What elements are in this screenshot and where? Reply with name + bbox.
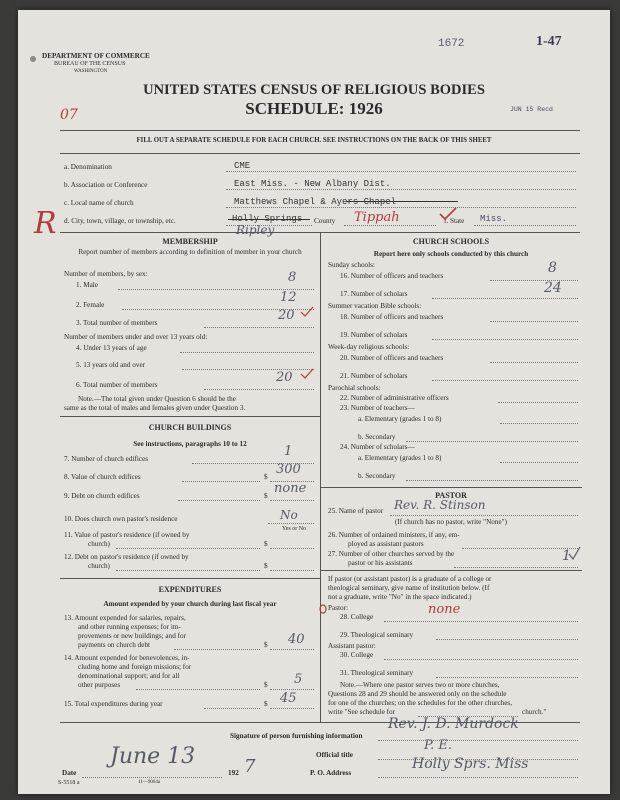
buildings-title: CHURCH BUILDINGS bbox=[148, 423, 232, 432]
q3-value: 20 bbox=[278, 308, 295, 323]
q10-label: 10. Does church own pastor's residence bbox=[64, 515, 178, 523]
q13-dollar: $ bbox=[264, 641, 268, 649]
instruction-line: FILL OUT A SEPARATE SCHEDULE FOR EACH CHURCH. SEE INSTRUCTIONS ON THE BACK OF THIS SHEET bbox=[136, 137, 492, 144]
q16-value: 8 bbox=[548, 260, 557, 276]
weekday-heading: Week-day religious schools: bbox=[328, 343, 410, 351]
q11-label-b: church) bbox=[88, 540, 110, 548]
q15-value: 45 bbox=[280, 691, 297, 706]
signature-label: Signature of person furnishing information bbox=[230, 732, 363, 740]
q14-line-d: other purposes bbox=[78, 681, 121, 689]
punch-hole bbox=[30, 56, 36, 62]
city-value: Holly Springs bbox=[232, 214, 303, 224]
q23b-label: b. Secondary bbox=[358, 433, 396, 441]
summer-heading: Summer vacation Bible schools: bbox=[328, 302, 422, 310]
city-label: d. City, town, village, or township, etc. bbox=[64, 217, 176, 225]
q29-label: 29. Theological seminary bbox=[340, 631, 414, 639]
city-name: WASHINGTON bbox=[74, 69, 108, 74]
q18-label: 18. Number of officers and teachers bbox=[340, 313, 444, 321]
q27-value: 1 bbox=[562, 548, 571, 564]
city-value-handwritten: Ripley bbox=[236, 223, 275, 237]
q9-label: 9. Debt on church edifices bbox=[64, 492, 140, 500]
q2-value: 12 bbox=[280, 290, 297, 305]
q8-dollar: $ bbox=[264, 473, 268, 481]
date-label: Date bbox=[62, 769, 77, 777]
q10-value: No bbox=[280, 508, 298, 522]
denomination-value: CME bbox=[234, 161, 251, 171]
official-title-label: Official title bbox=[316, 751, 353, 759]
form-code: 1-47 bbox=[536, 34, 562, 49]
membership-note-2: same as the total of males and females given under Question 3. bbox=[64, 404, 246, 412]
red-mark: 07 bbox=[60, 107, 78, 123]
q14-line-c: denominational support; and for all bbox=[78, 672, 180, 680]
association-value: East Miss. - New Albany Dist. bbox=[234, 179, 391, 189]
q17-label: 17. Number of scholars bbox=[340, 290, 408, 298]
schools-intro: Report here only schools conducted by this church bbox=[373, 250, 529, 258]
expenditures-intro: Amount expended by your church during last fiscal year bbox=[103, 600, 277, 608]
q12-label-b: church) bbox=[88, 562, 110, 570]
date-received-stamp: JUN 15 Recd bbox=[510, 106, 553, 113]
q20-label: 20. Number of officers and teachers bbox=[340, 354, 444, 362]
q3-check-icon bbox=[300, 306, 314, 318]
q25-note: (If church has no pastor, write "None") bbox=[395, 518, 507, 526]
dept-name: DEPARTMENT OF COMMERCE bbox=[42, 52, 150, 60]
po-address-label: P. O. Address bbox=[310, 769, 352, 777]
state-label: f. State bbox=[444, 217, 465, 225]
q23a-label: a. Elementary (grades 1 to 8) bbox=[358, 415, 442, 423]
official-title-value: P. E. bbox=[424, 738, 452, 753]
q6-label: 6. Total number of members bbox=[76, 381, 158, 389]
q27-label-a: 27. Number of other churches served by the bbox=[328, 550, 455, 558]
pastor-note-4: write "See schedule for bbox=[328, 708, 395, 716]
by-sex-label: Number of members, by sex: bbox=[64, 270, 148, 278]
pastor-sub-label: Pastor: bbox=[328, 604, 348, 612]
county-value: Tippah bbox=[354, 210, 400, 225]
q16-label: 16. Number of officers and teachers bbox=[340, 272, 444, 280]
local-name-value: Matthews Chapel & Ayers Chapel bbox=[234, 197, 397, 207]
q24-label: 24. Number of scholars— bbox=[340, 443, 415, 451]
q14-dollar: $ bbox=[264, 681, 268, 689]
q7-value: 1 bbox=[284, 444, 293, 459]
pastor-title: PASTOR bbox=[435, 491, 467, 500]
membership-title: MEMBERSHIP bbox=[162, 237, 218, 246]
q13-line-a: 13. Amount expended for salaries, repairs, bbox=[64, 614, 186, 622]
q6-check-icon bbox=[300, 368, 314, 380]
q12-label-a: 12. Debt on pastor's residence (if owned by bbox=[64, 553, 189, 561]
red-circle-mark-icon bbox=[318, 604, 330, 614]
red-check-icon bbox=[438, 206, 458, 222]
graduate-note-3: not a graduate, write "No" in the space indicated.) bbox=[328, 593, 472, 601]
q9-dollar: $ bbox=[264, 492, 268, 500]
q26-label-b: ployed as assistant pastors bbox=[348, 540, 424, 548]
q21-label: 21. Number of scholars bbox=[340, 372, 408, 380]
expenditures-title: EXPENDITURES bbox=[158, 585, 222, 594]
q11-label-a: 11. Value of pastor's residence (if owned by bbox=[64, 531, 190, 539]
date-value: June 13 bbox=[110, 744, 196, 769]
membership-intro: Report number of members according to definition of member in your church bbox=[78, 248, 302, 256]
association-label: b. Association or Conference bbox=[64, 181, 148, 189]
q14-line-a: 14. Amount expended for benevolences, in- bbox=[64, 654, 190, 662]
q15-label: 15. Total expenditures during year bbox=[64, 700, 163, 708]
q31-label: 31. Theological seminary bbox=[340, 669, 414, 677]
q6-value: 20 bbox=[276, 370, 293, 385]
year-prefix: 192 bbox=[228, 769, 239, 777]
pastor-note-5: church." bbox=[522, 708, 547, 716]
q22-label: 22. Number of administrative officers bbox=[340, 394, 449, 402]
bureau-name: BUREAU OF THE CENSUS bbox=[54, 61, 126, 67]
q19-label: 19. Number of scholars bbox=[340, 331, 408, 339]
q17-value: 24 bbox=[544, 280, 562, 296]
assistant-label: Assistant pastor: bbox=[328, 642, 376, 650]
q13-value: 40 bbox=[288, 632, 305, 647]
sunday-heading: Sunday schools: bbox=[328, 261, 375, 269]
q13-line-c: provements or new buildings; and for bbox=[78, 632, 186, 640]
graduate-note-1: If pastor (or assistant pastor) is a graduate of a college or bbox=[328, 575, 492, 583]
q28-value: none bbox=[428, 602, 461, 617]
q15-dollar: $ bbox=[264, 700, 268, 708]
schedule-title: SCHEDULE: 1926 bbox=[245, 99, 383, 118]
pastor-note-2: Questions 28 and 29 should be answered only on the schedule bbox=[328, 690, 507, 698]
q27-check-icon bbox=[568, 546, 582, 562]
red-r-mark: R bbox=[34, 206, 57, 241]
local-name-label: c. Local name of church bbox=[64, 199, 134, 207]
membership-note-1: Note.—The total given under Question 6 should be the bbox=[78, 395, 236, 403]
q1-label: 1. Male bbox=[76, 281, 98, 289]
graduate-note-2: theological seminary, give name of institution below. (If bbox=[328, 584, 490, 592]
q25-value: Rev. R. Stinson bbox=[394, 498, 486, 512]
q3-label: 3. Total number of members bbox=[76, 319, 158, 327]
q13-line-b: and other running expenses; for im- bbox=[78, 623, 181, 631]
q9-value: none bbox=[274, 481, 307, 496]
q2-label: 2. Female bbox=[76, 301, 105, 309]
q14-value: 5 bbox=[294, 672, 303, 687]
signature-value: Rev. J. D. Murdock bbox=[388, 716, 519, 732]
q11-dollar: $ bbox=[264, 540, 268, 548]
pastor-note-1: Note.—Where one pastor serves two or more churches, bbox=[340, 681, 500, 689]
q24a-label: a. Elementary (grades 1 to 8) bbox=[358, 454, 442, 462]
stamp-number: 1672 bbox=[438, 38, 465, 50]
buildings-intro: See instructions, paragraphs 10 to 12 bbox=[133, 440, 247, 448]
pastor-note-3: for one of the churches; on the schedules for the other churches, bbox=[328, 699, 513, 707]
q24b-label: b. Secondary bbox=[358, 472, 396, 480]
q25-label: 25. Name of pastor bbox=[328, 507, 384, 515]
q28-label: 28. College bbox=[340, 613, 374, 621]
q23-label: 23. Number of teachers— bbox=[340, 404, 415, 412]
county-label: County bbox=[314, 217, 336, 225]
state-value: Miss. bbox=[480, 214, 508, 224]
parochial-heading: Parochial schools: bbox=[328, 384, 381, 392]
age-heading: Number of members under and over 13 years old: bbox=[64, 333, 208, 341]
q7-label: 7. Number of church edifices bbox=[64, 455, 149, 463]
yes-no-hint: Yes or No bbox=[282, 526, 307, 532]
q30-label: 30. College bbox=[340, 651, 374, 659]
schools-title: CHURCH SCHOOLS bbox=[412, 237, 490, 246]
q12-dollar: $ bbox=[264, 562, 268, 570]
print-number: 11—9064a bbox=[138, 780, 161, 785]
q8-label: 8. Value of church edifices bbox=[64, 473, 141, 481]
q26-label-a: 26. Number of ordained ministers, if any, em- bbox=[328, 531, 460, 539]
form-title: UNITED STATES CENSUS OF RELIGIOUS BODIES bbox=[143, 82, 485, 98]
census-form-sheet bbox=[18, 10, 610, 794]
q13-line-d: payments on church debt bbox=[78, 641, 151, 649]
q27-label-b: pastor or his assistants bbox=[348, 559, 413, 567]
q4-label: 4. Under 13 years of age bbox=[76, 344, 147, 352]
form-number: S-5518 a bbox=[58, 780, 80, 786]
year-value: 7 bbox=[244, 756, 256, 777]
q8-value: 300 bbox=[276, 462, 301, 477]
q1-value: 8 bbox=[288, 270, 297, 285]
q14-line-b: cluding home and foreign missions; for bbox=[78, 663, 192, 671]
po-address-value: Holly Sprs. Miss bbox=[412, 756, 529, 772]
denomination-label: a. Denomination bbox=[64, 163, 112, 171]
q5-label: 5. 13 years old and over bbox=[76, 361, 146, 369]
